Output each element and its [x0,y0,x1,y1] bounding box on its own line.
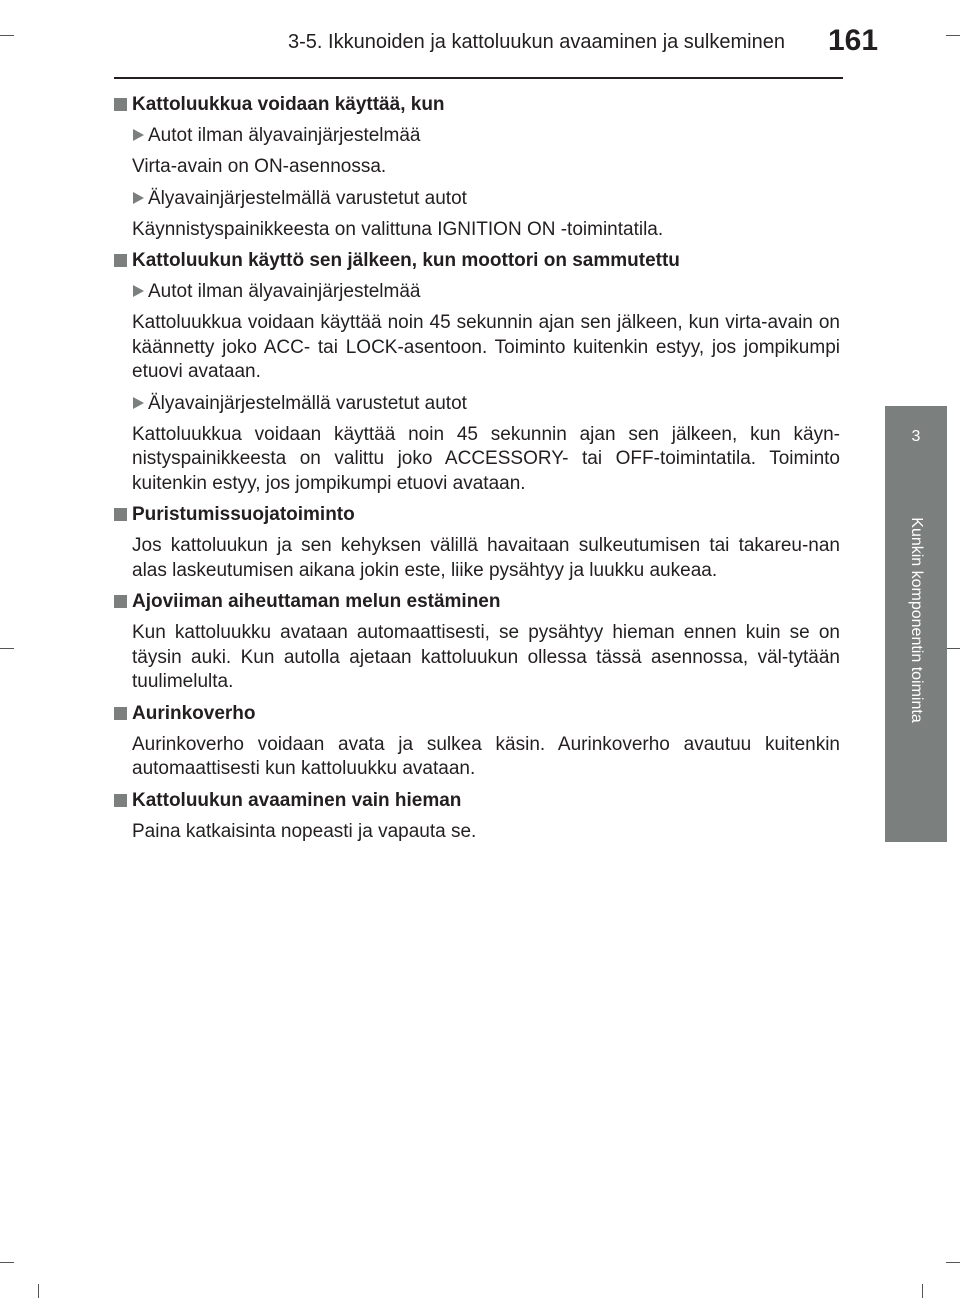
chapter-tab-label: Kunkin komponentin toiminta [908,517,925,723]
subheading: Autot ilman älyavainjärjestelmää [132,124,840,147]
section-heading: Kattoluukun käyttö sen jälkeen, kun moottori on sammutettu [114,249,840,272]
page-content [114,93,840,851]
crop-mark [946,35,960,36]
crop-mark [946,648,960,649]
paragraph: Kattoluukkua voidaan käyttää noin 45 sekunnin ajan sen jälkeen, kun virta-avain on käännetty joko ACC- tai LOCK-asentoon. Toiminto kuitenkin estyy, jos jompikumpi etuovi avataan. [132,312,840,382]
triangle-bullet-icon [133,129,144,141]
paragraph: Käynnistyspainikkeesta on valittuna IGNITION ON -toimintatila. [132,218,664,240]
paragraph: Paina katkaisinta nopeasti ja vapauta se. [132,820,477,842]
section-heading: Puristumissuojatoiminto [114,503,840,526]
section-heading: Ajoviiman aiheuttaman melun estäminen [114,590,840,613]
paragraph: Kun kattoluukku avataan automaattisesti, se pysähtyy hieman ennen kuin se on täysin auki. Kun autolla ajetaan kattoluukun ollessa tässä asennossa, väl-tytään tuulimelulta. [132,622,840,692]
square-bullet-icon [114,508,127,521]
paragraph: Kattoluukkua voidaan käyttää noin 45 sekunnin ajan sen jälkeen, kun käyn-nistyspainikkeesta on valittu joko ACCESSORY- tai OFF-toimintatila. Toiminto kuitenkin estyy, jos jompikumpi etuovi avataan. [132,423,840,494]
section-heading: Kattoluukun avaaminen vain hieman [114,789,840,812]
subheading: Älyavainjärjestelmällä varustetut autot [132,392,840,415]
section-heading: Kattoluukkua voidaan käyttää, kun [114,93,840,116]
subheading: Autot ilman älyavainjärjestelmää [132,280,840,303]
triangle-bullet-icon [133,397,144,409]
paragraph: Jos kattoluukun ja sen kehyksen välillä havaitaan sulkeutumisen tai takareu-nan alas laskeutumisen aikana jokin este, liike pysähtyy ja luukku aukeaa. [132,535,840,581]
crop-mark [946,1262,960,1263]
crop-mark [0,648,14,649]
paragraph: Aurinkoverho voidaan avata ja sulkea käsin. Aurinkoverho avautuu kuitenkin automaattisesti kun kattoluukku avataan. [132,733,840,779]
crop-mark [0,35,14,36]
subheading: Älyavainjärjestelmällä varustetut autot [132,187,840,210]
page-number: 161 [828,24,879,57]
paragraph: Virta-avain on ON-asennossa. [132,156,387,177]
square-bullet-icon [114,595,127,608]
crop-mark [0,1262,14,1263]
crop-mark [38,1284,39,1298]
square-bullet-icon [114,794,127,807]
section-heading: Aurinkoverho [114,702,840,725]
square-bullet-icon [114,254,127,267]
crop-mark [922,1284,923,1298]
header-rule [114,77,843,79]
running-header: 3-5. Ikkunoiden ja kattoluukun avaaminen ja sulkeminen [288,31,785,53]
square-bullet-icon [114,707,127,720]
triangle-bullet-icon [133,285,144,297]
triangle-bullet-icon [133,192,144,204]
square-bullet-icon [114,98,127,111]
chapter-tab-number: 3 [911,428,921,445]
